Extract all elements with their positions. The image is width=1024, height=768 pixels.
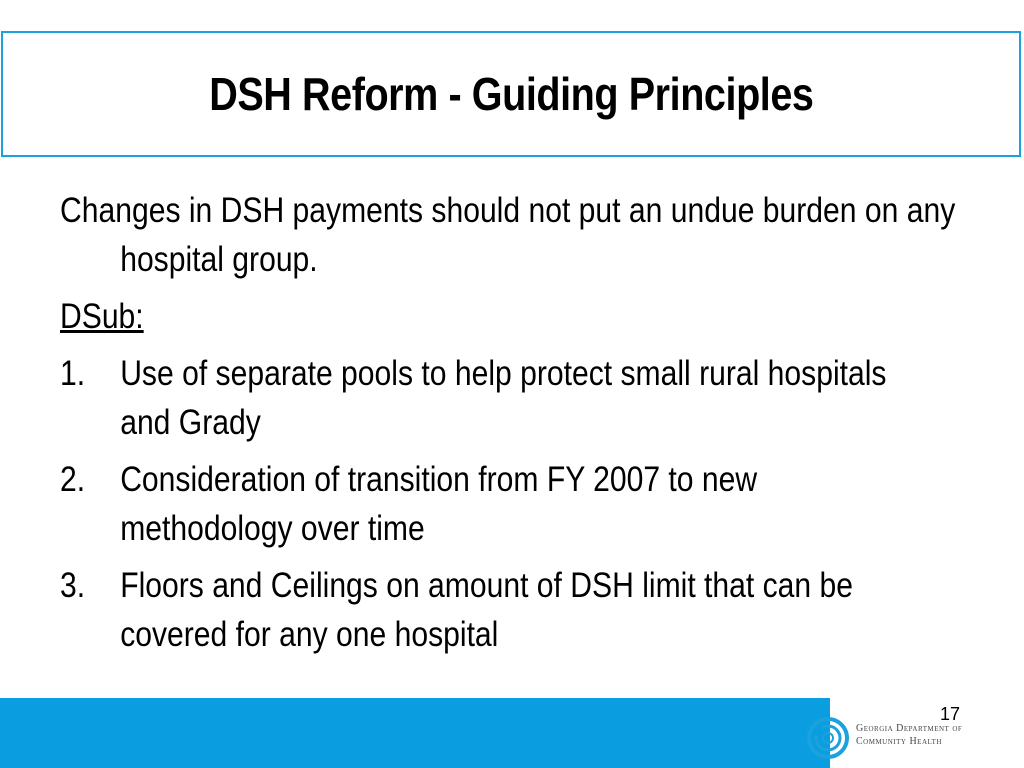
list-item-text: Use of separate pools to help protect small rural hospitals and Grady bbox=[120, 354, 887, 442]
list-item-number: 3. bbox=[60, 566, 86, 605]
logo-line-2: Community Health bbox=[856, 736, 942, 747]
circle-swirl-icon bbox=[806, 716, 850, 760]
subheading: DSub: bbox=[60, 297, 144, 336]
list-item-text: Floors and Ceilings on amount of DSH limit that can be covered for any one hospital bbox=[120, 566, 854, 654]
subheading-paragraph bbox=[60, 292, 980, 341]
list-item-number: 2. bbox=[60, 460, 86, 499]
footer-bar bbox=[0, 698, 830, 768]
list-item bbox=[60, 561, 920, 659]
slide-title: DSH Reform - Guiding Principles bbox=[208, 68, 814, 120]
logo-line-1: Georgia Department of bbox=[856, 723, 963, 734]
list-item-number: 1. bbox=[60, 354, 86, 393]
numbered-list bbox=[60, 349, 920, 659]
page-number: 17 bbox=[940, 704, 961, 724]
logo-text bbox=[856, 722, 962, 748]
list-item-text: Consideration of transition from FY 2007 to new methodology over time bbox=[120, 460, 758, 548]
slide-body bbox=[60, 186, 960, 659]
intro-paragraph: Changes in DSH payments should not put an undue burden on any hospital group. bbox=[60, 191, 956, 279]
list-item bbox=[60, 455, 920, 553]
list-item bbox=[60, 349, 920, 447]
title-box bbox=[1, 31, 1021, 157]
